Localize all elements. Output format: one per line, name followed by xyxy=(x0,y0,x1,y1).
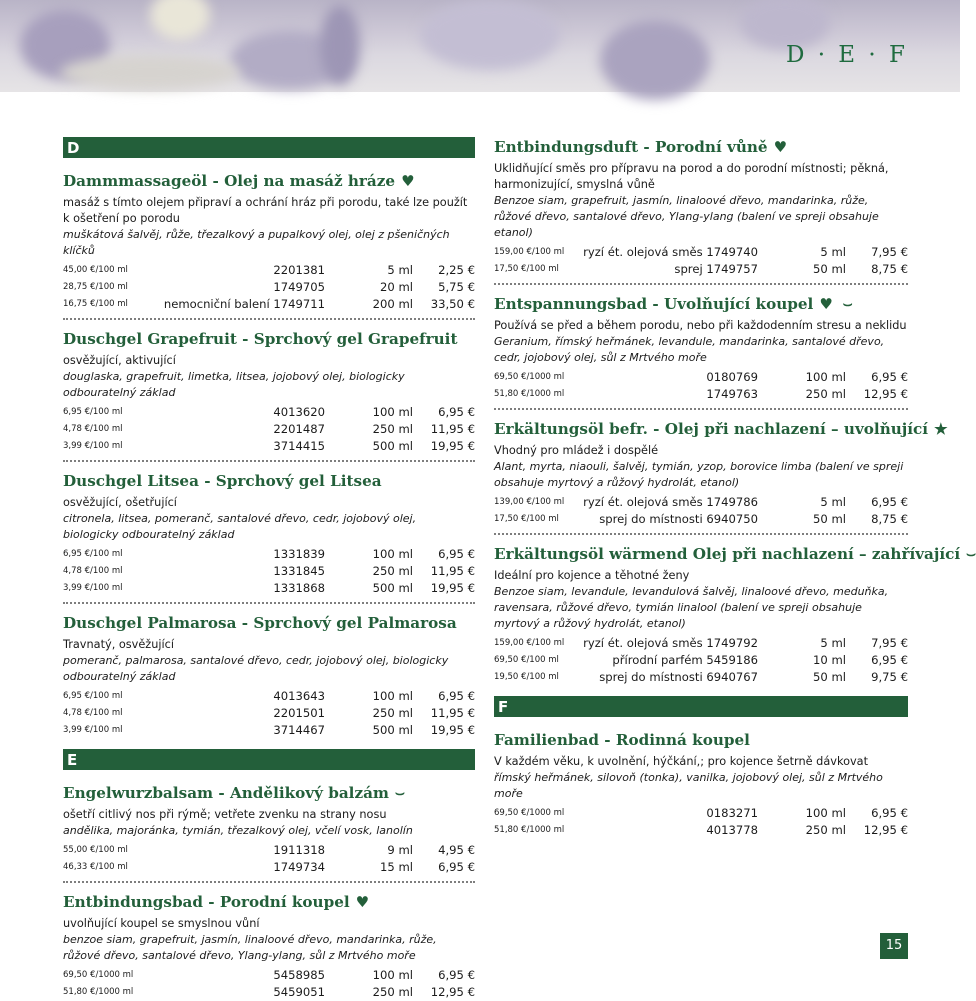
product-title xyxy=(494,730,908,750)
price: 7,95 € xyxy=(871,636,908,650)
dotted-divider xyxy=(63,601,475,604)
unit-price: 69,50 €/100 ml xyxy=(494,655,559,665)
unit-price: 51,80 €/1000 ml xyxy=(63,987,134,997)
price-row xyxy=(63,688,475,705)
unit-price: 16,75 €/100 ml xyxy=(63,299,128,309)
product xyxy=(494,294,908,410)
price: 6,95 € xyxy=(871,806,908,820)
product-description: V každém věku, k uvolnění, hýčkání,; pro kojence šetrně dávkovat xyxy=(494,755,869,768)
price: 6,95 € xyxy=(438,860,475,874)
package-size: 5 ml xyxy=(387,263,413,277)
product-ingredients: muškátová šalvěj, růže, třezalkový a pupalkový olej, olej z pšeničných klíčků xyxy=(63,228,450,257)
product-description: masáž s tímto olejem připraví a ochrání hráz při porodu, také lze použít k ošetření po porodu xyxy=(63,196,468,225)
package-size: 5 ml xyxy=(820,636,846,650)
price-row xyxy=(63,262,475,279)
article-number: ryzí ét. olejová směs 1749740 xyxy=(583,245,758,259)
product-description: Používá se před a během porodu, nebo při každodenním stresu a neklidu xyxy=(494,319,907,332)
star-icon: ★ xyxy=(934,420,948,438)
unit-price: 45,00 €/100 ml xyxy=(63,265,128,275)
package-size: 50 ml xyxy=(813,670,846,684)
unit-price: 4,78 €/100 ml xyxy=(63,424,123,434)
price-row xyxy=(494,369,908,386)
product xyxy=(494,730,908,839)
product-title xyxy=(494,294,908,314)
price-row xyxy=(494,244,908,261)
unit-price: 19,50 €/100 ml xyxy=(494,672,559,682)
package-size: 100 ml xyxy=(805,370,846,384)
article-number: 4013620 xyxy=(273,405,325,419)
price: 4,95 € xyxy=(438,843,475,857)
left-column xyxy=(63,137,475,1001)
product-title-text: Duschgel Grapefruit - Sprchový gel Grapefruit xyxy=(63,330,458,348)
article-number: 5458985 xyxy=(273,968,325,982)
section-e xyxy=(63,749,475,1001)
price-row xyxy=(63,421,475,438)
product-title xyxy=(494,137,908,157)
article-number: sprej do místnosti 6940750 xyxy=(599,512,758,526)
package-size: 250 ml xyxy=(372,422,413,436)
section-header-bar: E xyxy=(63,749,475,770)
product-title xyxy=(494,419,948,439)
section-header-bar: F xyxy=(494,696,908,717)
package-size: 100 ml xyxy=(372,689,413,703)
unit-price: 51,80 €/1000 ml xyxy=(494,389,565,399)
product-title xyxy=(63,613,475,633)
price-table xyxy=(494,244,908,278)
price-table xyxy=(63,546,475,597)
product-title-text: Duschgel Litsea - Sprchový gel Litsea xyxy=(63,472,382,490)
price-row xyxy=(63,722,475,739)
product xyxy=(494,544,976,686)
product-title xyxy=(63,471,475,491)
package-size: 500 ml xyxy=(372,581,413,595)
article-number: 1331839 xyxy=(273,547,325,561)
price-row xyxy=(494,261,908,278)
unit-price: 69,50 €/1000 ml xyxy=(494,372,565,382)
article-number: 4013643 xyxy=(273,689,325,703)
price-table xyxy=(494,805,908,839)
product-ingredients: douglaska, grapefruit, limetka, litsea, jojobový olej, biologicky odbouratelný základ xyxy=(63,370,405,399)
package-size: 15 ml xyxy=(380,860,413,874)
product xyxy=(63,613,475,739)
price-row xyxy=(63,279,475,296)
price-row xyxy=(63,842,475,859)
unit-price: 3,99 €/100 ml xyxy=(63,725,123,735)
unit-price: 6,95 €/100 ml xyxy=(63,549,123,559)
product-description: Uklidňující směs pro přípravu na porod a do porodní místnosti; pěkná, harmonizující, smyslná vůně xyxy=(494,162,889,191)
product xyxy=(63,892,475,1001)
product-description: osvěžující, ošetřující xyxy=(63,496,177,509)
article-number: 0183271 xyxy=(706,806,758,820)
product-ingredients: Benzoe siam, levandule, levandulová šalvěj, linaloové dřevo, meduňka, ravensara, růžové dřevo, tymián linalool (balení ve spreji obsahuje myrtový a růžový hydrolát, etanol) xyxy=(494,585,889,630)
product-title xyxy=(494,544,976,564)
product-description: ošetří citlivý nos při rýmě; vetřete zvenku na strany nosu xyxy=(63,808,387,821)
article-number: sprej do místnosti 6940767 xyxy=(599,670,758,684)
article-number: nemocniční balení 1749711 xyxy=(163,297,325,311)
page-number: 15 xyxy=(880,933,908,959)
product-title-text: Entbindungsbad - Porodní koupel xyxy=(63,893,350,911)
price: 6,95 € xyxy=(871,653,908,667)
price: 33,50 € xyxy=(430,297,475,311)
product-title xyxy=(63,329,475,349)
section-d xyxy=(63,137,475,739)
unit-price: 4,78 €/100 ml xyxy=(63,566,123,576)
price-table xyxy=(63,842,475,876)
right-column xyxy=(494,137,976,839)
price: 9,75 € xyxy=(871,670,908,684)
product-title xyxy=(63,171,475,191)
price-table xyxy=(63,688,475,739)
article-number: 3714467 xyxy=(273,723,325,737)
unit-price: 159,00 €/100 ml xyxy=(494,638,565,648)
price-table xyxy=(63,262,475,313)
unit-price: 3,99 €/100 ml xyxy=(63,441,123,451)
unit-price: 4,78 €/100 ml xyxy=(63,708,123,718)
price: 19,95 € xyxy=(430,581,475,595)
price-row xyxy=(494,652,908,669)
product-ingredients: Benzoe siam, grapefruit, jasmín, linaloové dřevo, mandarinka, růže, růžové dřevo, santalové dřevo, Ylang-ylang (balení ve spreji obsahuje etanol) xyxy=(494,194,879,239)
unit-price: 17,50 €/100 ml xyxy=(494,514,559,524)
heart-icon: ♥ xyxy=(401,172,415,190)
price-row xyxy=(494,386,908,403)
price-table xyxy=(494,635,908,686)
product-title-text: Entspannungsbad - Uvolňující koupel xyxy=(494,295,814,313)
product-ingredients: andělika, majoránka, tymián, třezalkový olej, včelí vosk, lanolín xyxy=(63,824,413,837)
article-number: 3714415 xyxy=(273,439,325,453)
price: 12,95 € xyxy=(863,387,908,401)
price-row xyxy=(63,859,475,876)
unit-price: 6,95 €/100 ml xyxy=(63,407,123,417)
product-description: uvolňující koupel se smyslnou vůní xyxy=(63,917,260,930)
product-description: Travnatý, osvěžující xyxy=(63,638,175,651)
price-table xyxy=(63,967,475,1001)
product-ingredients: Geranium, římský heřmánek, levandule, mandarinka, santalové dřevo, cedr, jojobový olej, sůl z Mrtvého moře xyxy=(494,335,885,364)
product-title-text: Duschgel Palmarosa - Sprchový gel Palmarosa xyxy=(63,614,457,632)
product-title-text: Engelwurzbalsam - Andělikový balzám xyxy=(63,784,389,802)
price: 11,95 € xyxy=(430,706,475,720)
article-number: 2201381 xyxy=(273,263,325,277)
price: 5,75 € xyxy=(438,280,475,294)
price-row xyxy=(63,404,475,421)
dotted-divider xyxy=(63,459,475,462)
unit-price: 51,80 €/1000 ml xyxy=(494,825,565,835)
price: 6,95 € xyxy=(871,495,908,509)
dotted-divider xyxy=(63,880,475,883)
heart-icon: ♥ xyxy=(773,138,788,156)
section-cont xyxy=(494,137,976,686)
product xyxy=(63,471,475,604)
article-number: 1749763 xyxy=(706,387,758,401)
package-size: 250 ml xyxy=(372,564,413,578)
article-number: ryzí ét. olejová směs 1749792 xyxy=(583,636,758,650)
package-size: 100 ml xyxy=(805,806,846,820)
product-title-text: Dammmassageöl - Olej na masáž hráze xyxy=(63,172,396,190)
package-size: 9 ml xyxy=(387,843,413,857)
package-size: 20 ml xyxy=(380,280,413,294)
price-row xyxy=(494,635,908,652)
product xyxy=(494,419,948,535)
article-number: 1331868 xyxy=(273,581,325,595)
dotted-divider xyxy=(494,532,908,535)
article-number: přírodní parfém 5459186 xyxy=(612,653,758,667)
package-size: 500 ml xyxy=(372,723,413,737)
package-size: 5 ml xyxy=(820,495,846,509)
price-row xyxy=(63,705,475,722)
unit-price: 28,75 €/100 ml xyxy=(63,282,128,292)
package-size: 10 ml xyxy=(813,653,846,667)
package-size: 500 ml xyxy=(372,439,413,453)
package-size: 5 ml xyxy=(820,245,846,259)
package-size: 250 ml xyxy=(372,985,413,999)
price-row xyxy=(63,967,475,984)
unit-price: 17,50 €/100 ml xyxy=(494,264,559,274)
package-size: 250 ml xyxy=(805,387,846,401)
unit-price: 3,99 €/100 ml xyxy=(63,583,123,593)
article-number: 5459051 xyxy=(273,985,325,999)
price: 6,95 € xyxy=(438,689,475,703)
product-title xyxy=(63,892,475,912)
product-ingredients: benzoe siam, grapefruit, jasmín, linaloové dřevo, mandarinka, růže, růžové dřevo, santalové dřevo, Ylang-ylang, sůl z Mrtvého moře xyxy=(63,933,437,962)
package-size: 250 ml xyxy=(372,706,413,720)
section-letters: D · E · F xyxy=(785,42,908,68)
price-row xyxy=(63,580,475,597)
product-title-text: Entbindungsduft - Porodní vůně xyxy=(494,138,768,156)
article-number: 4013778 xyxy=(706,823,758,837)
price: 19,95 € xyxy=(430,723,475,737)
price: 6,95 € xyxy=(438,968,475,982)
unit-price: 159,00 €/100 ml xyxy=(494,247,565,257)
price-row xyxy=(63,984,475,1001)
price: 8,75 € xyxy=(871,512,908,526)
section-header-bar: D xyxy=(63,137,475,158)
heart-icon: ♥ xyxy=(355,893,370,911)
article-number: 1911318 xyxy=(273,843,325,857)
price-row xyxy=(63,296,475,313)
product-ingredients: Alant, myrta, niaouli, šalvěj, tymián, yzop, borovice limba (balení ve spreji obsahuje myrtový a růžový hydrolát, etanol) xyxy=(494,460,904,489)
package-size: 200 ml xyxy=(372,297,413,311)
price-row xyxy=(63,563,475,580)
unit-price: 69,50 €/1000 ml xyxy=(494,808,565,818)
price: 7,95 € xyxy=(871,245,908,259)
price-row xyxy=(494,669,908,686)
product xyxy=(63,783,475,883)
article-number: 1749705 xyxy=(273,280,325,294)
product-title-text: Erkältungsöl befr. - Olej při nachlazení – uvolňující xyxy=(494,420,929,438)
price: 2,25 € xyxy=(438,263,475,277)
price: 19,95 € xyxy=(430,439,475,453)
product-title xyxy=(63,783,475,803)
product-description: Vhodný pro mládež i dospělé xyxy=(494,444,659,457)
package-size: 250 ml xyxy=(805,823,846,837)
price: 6,95 € xyxy=(871,370,908,384)
smile-icon: ⌣ xyxy=(394,784,405,802)
price-row xyxy=(494,805,908,822)
package-size: 50 ml xyxy=(813,262,846,276)
product xyxy=(63,171,475,320)
section-f xyxy=(494,696,908,839)
product-description: Ideální pro kojence a těhotné ženy xyxy=(494,569,690,582)
price: 12,95 € xyxy=(863,823,908,837)
price: 6,95 € xyxy=(438,547,475,561)
unit-price: 55,00 €/100 ml xyxy=(63,845,128,855)
product-ingredients: římský heřmánek, silovoň (tonka), vanilka, jojobový olej, sůl z Mrtvého moře xyxy=(494,771,883,800)
dotted-divider xyxy=(494,282,908,285)
unit-price: 69,50 €/1000 ml xyxy=(63,970,134,980)
smile-icon: ⌣ xyxy=(842,295,853,313)
dotted-divider xyxy=(494,407,908,410)
smile-icon: ⌣ xyxy=(966,545,976,563)
package-size: 50 ml xyxy=(813,512,846,526)
package-size: 100 ml xyxy=(372,968,413,982)
article-number: 1331845 xyxy=(273,564,325,578)
price: 6,95 € xyxy=(438,405,475,419)
product-title-text: Erkältungsöl wärmend Olej při nachlazení – zahřívající xyxy=(494,545,961,563)
article-number: 2201501 xyxy=(273,706,325,720)
product-ingredients: pomeranč, palmarosa, santalové dřevo, cedr, jojobový olej, biologicky odbouratelný základ xyxy=(63,654,449,683)
header-banner xyxy=(0,0,960,92)
price: 11,95 € xyxy=(430,422,475,436)
heart-icon: ♥ xyxy=(819,295,833,313)
price-row xyxy=(63,438,475,455)
unit-price: 46,33 €/100 ml xyxy=(63,862,128,872)
article-number: 1749734 xyxy=(273,860,325,874)
article-number: 2201487 xyxy=(273,422,325,436)
article-number: ryzí ét. olejová směs 1749786 xyxy=(583,495,758,509)
product xyxy=(494,137,908,285)
price-row xyxy=(494,511,908,528)
price-row xyxy=(494,822,908,839)
product-ingredients: citronela, litsea, pomeranč, santalové dřevo, cedr, jojobový olej, biologicky odbouratelný základ xyxy=(63,512,417,541)
price: 8,75 € xyxy=(871,262,908,276)
article-number: sprej 1749757 xyxy=(674,262,758,276)
price-table xyxy=(494,369,908,403)
article-number: 0180769 xyxy=(706,370,758,384)
package-size: 100 ml xyxy=(372,405,413,419)
price: 12,95 € xyxy=(430,985,475,999)
price-row xyxy=(494,494,908,511)
product-title-text: Familienbad - Rodinná koupel xyxy=(494,731,750,749)
unit-price: 139,00 €/100 ml xyxy=(494,497,565,507)
price-table xyxy=(494,494,908,528)
dotted-divider xyxy=(63,317,475,320)
unit-price: 6,95 €/100 ml xyxy=(63,691,123,701)
price-table xyxy=(63,404,475,455)
product-description: osvěžující, aktivující xyxy=(63,354,176,367)
package-size: 100 ml xyxy=(372,547,413,561)
price-row xyxy=(63,546,475,563)
price: 11,95 € xyxy=(430,564,475,578)
product xyxy=(63,329,475,462)
